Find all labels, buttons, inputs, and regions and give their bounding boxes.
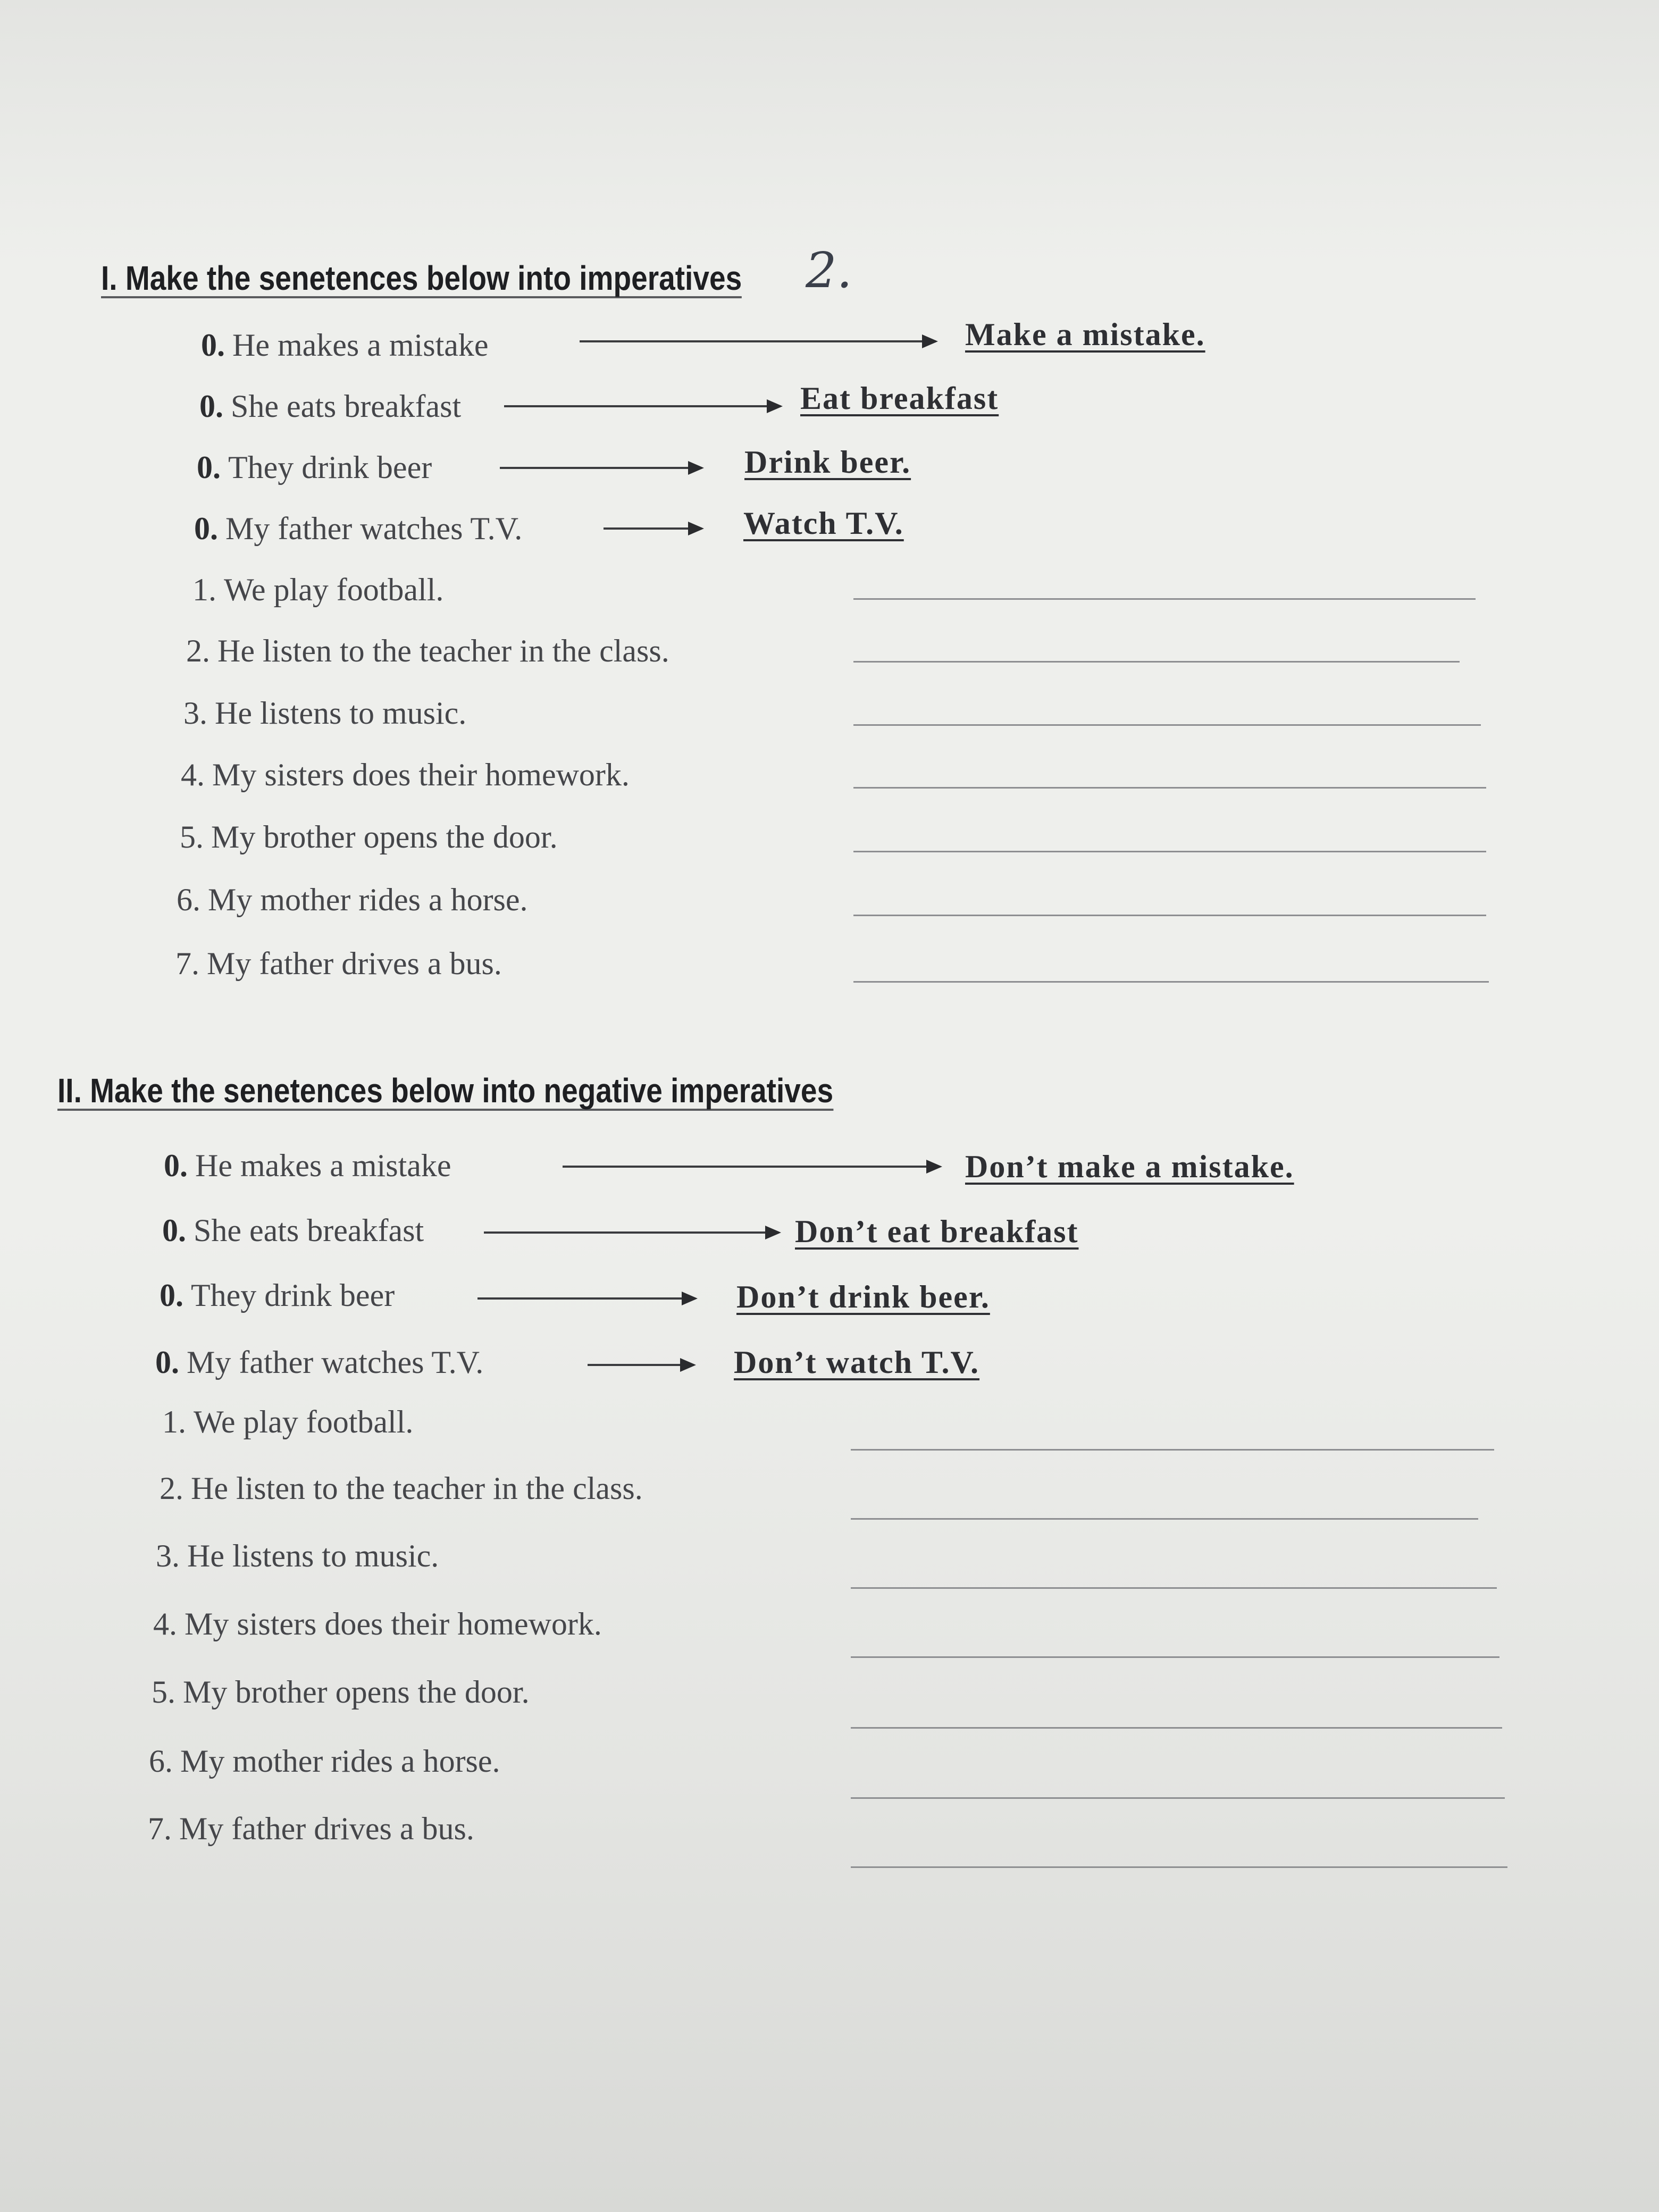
exercise-prompt: We play football. [224,572,444,607]
answer-blank[interactable] [853,915,1486,916]
arrow-icon [477,1297,696,1300]
exercise-prompt: My sisters does their homework. [212,757,630,792]
s1-example-answer-2: Eat breakfast [800,381,999,416]
s1-exercise-7 [175,945,502,982]
s2-exercise-4 [153,1606,602,1643]
s2-example-1 [164,1147,451,1184]
exercise-number: 3. [183,696,207,731]
s1-example-2 [199,388,461,425]
arrow-icon [484,1231,779,1234]
s2-exercise-5 [152,1674,530,1711]
answer-blank[interactable] [851,1587,1497,1589]
s1-example-1 [201,327,489,364]
exercise-prompt: My brother opens the door. [183,1674,530,1710]
s2-exercise-3 [156,1538,439,1574]
exercise-number: 4. [181,757,205,792]
s2-exercise-6 [149,1743,500,1780]
arrow-icon [563,1166,940,1168]
s1-example-answer-4: Watch T.V. [743,506,904,541]
example-prompt: My father watches T.V. [187,1345,484,1380]
s2-exercise-7 [148,1811,474,1847]
exercise-prompt: He listens to music. [215,696,467,731]
example-prompt: She eats breakfast [194,1213,424,1248]
example-number: 0. [197,450,221,485]
answer-blank[interactable] [853,787,1486,789]
s2-example-answer-1: Don’t make a mistake. [965,1149,1294,1184]
answer-blank[interactable] [851,1449,1494,1451]
s2-example-2 [162,1212,424,1249]
answer-blank[interactable] [851,1518,1478,1520]
example-prompt: They drink beer [228,450,432,485]
s1-exercise-6 [177,882,528,918]
exercise-number: 7. [148,1811,172,1846]
example-number: 0. [201,328,225,363]
exercise-number: 6. [149,1744,173,1779]
answer-blank[interactable] [853,981,1489,983]
s1-example-3 [197,449,432,486]
exercise-number: 5. [152,1674,175,1710]
exercise-prompt: He listen to the teacher in the class. [217,633,669,668]
s1-exercise-4 [181,757,630,793]
s2-example-answer-3: Don’t drink beer. [736,1279,990,1314]
answer-blank[interactable] [851,1797,1505,1799]
s2-exercise-1 [162,1404,413,1440]
arrow-icon [588,1364,694,1366]
s2-example-3 [160,1277,395,1314]
answer-blank[interactable] [853,851,1486,852]
exercise-prompt: My father drives a bus. [207,946,502,981]
exercise-prompt: He listen to the teacher in the class. [191,1471,643,1506]
s1-exercise-1 [192,572,443,608]
s1-example-answer-1: Make a mistake. [965,317,1205,352]
exercise-prompt: He listens to music. [187,1538,439,1573]
s2-example-answer-2: Don’t eat breakfast [795,1214,1079,1249]
example-prompt: They drink beer [191,1278,395,1313]
exercise-number: 4. [153,1606,177,1641]
s2-exercise-2 [160,1470,643,1507]
example-prompt: She eats breakfast [231,389,462,424]
example-number: 0. [194,511,218,546]
answer-blank[interactable] [853,724,1481,726]
example-prompt: He makes a mistake [195,1148,451,1183]
s1-exercise-3 [183,695,466,732]
example-prompt: My father watches T.V. [225,511,523,546]
answer-blank[interactable] [851,1866,1507,1868]
s2-example-4 [155,1344,483,1381]
s1-exercise-5 [180,819,558,856]
exercise-number: 1. [192,572,216,607]
arrow-icon [500,467,702,469]
exercise-number: 3. [156,1538,180,1573]
exercise-number: 7. [175,946,199,981]
s1-example-4 [194,510,522,547]
example-prompt: He makes a mistake [232,328,489,363]
s1-example-answer-3: Drink beer. [744,445,911,480]
exercise-prompt: We play football. [194,1404,414,1439]
exercise-number: 6. [177,882,200,917]
exercise-prompt: My sisters does their homework. [185,1606,602,1641]
arrow-icon [580,340,936,342]
s2-example-answer-4: Don’t watch T.V. [734,1345,980,1380]
exercise-prompt: My father drives a bus. [179,1811,474,1846]
answer-blank[interactable] [851,1727,1502,1729]
s1-exercise-2 [186,633,669,669]
exercise-number: 2. [160,1471,183,1506]
arrow-icon [504,405,781,407]
exercise-number: 5. [180,819,204,854]
exercise-prompt: My brother opens the door. [211,819,558,854]
example-number: 0. [155,1345,179,1380]
answer-blank[interactable] [853,598,1476,600]
answer-blank[interactable] [853,661,1460,663]
section2-title: II. Make the senetences below into negative imperatives [57,1073,833,1111]
answer-blank[interactable] [851,1656,1499,1658]
exercise-prompt: My mother rides a horse. [180,1744,500,1779]
example-number: 0. [162,1213,186,1248]
exercise-number: 1. [162,1404,186,1439]
example-number: 0. [164,1148,188,1183]
exercise-number: 2. [186,633,210,668]
section1-title: I. Make the senetences below into imperatives [101,261,742,298]
handwritten-mark: 2. [806,242,852,299]
example-number: 0. [199,389,223,424]
arrow-icon [604,527,702,530]
example-number: 0. [160,1278,183,1313]
exercise-prompt: My mother rides a horse. [208,882,528,917]
